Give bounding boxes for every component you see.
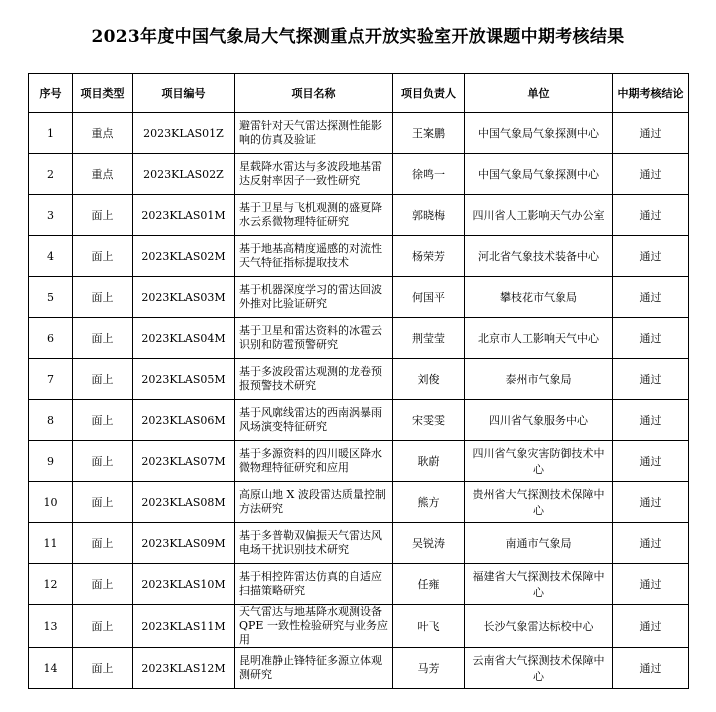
cell-leader: 王案鹏 — [393, 113, 465, 154]
cell-unit: 中国气象局气象探测中心 — [465, 154, 613, 195]
cell-code: 2023KLAS04M — [133, 318, 235, 359]
results-table — [28, 73, 689, 689]
table-row — [29, 277, 689, 318]
cell-code: 2023KLAS02Z — [133, 154, 235, 195]
cell-no: 12 — [29, 564, 73, 605]
cell-no: 5 — [29, 277, 73, 318]
header-name: 项目名称 — [235, 74, 393, 113]
cell-type: 面上 — [73, 605, 133, 648]
table-row — [29, 523, 689, 564]
cell-no: 10 — [29, 482, 73, 523]
header-code: 项目编号 — [133, 74, 235, 113]
cell-no: 1 — [29, 113, 73, 154]
cell-code: 2023KLAS12M — [133, 648, 235, 689]
cell-leader: 吴锐涛 — [393, 523, 465, 564]
cell-type: 面上 — [73, 236, 133, 277]
cell-type: 重点 — [73, 113, 133, 154]
header-unit: 单位 — [465, 74, 613, 113]
cell-unit: 攀枝花市气象局 — [465, 277, 613, 318]
cell-unit: 泰州市气象局 — [465, 359, 613, 400]
cell-name: 天气雷达与地基降水观测设备 QPE 一致性检验研究与业务应用 — [235, 605, 393, 648]
cell-unit: 贵州省大气探测技术保障中心 — [465, 482, 613, 523]
cell-type: 面上 — [73, 441, 133, 482]
cell-leader: 郭晓梅 — [393, 195, 465, 236]
cell-type: 面上 — [73, 277, 133, 318]
header-no: 序号 — [29, 74, 73, 113]
cell-result: 通过 — [613, 359, 689, 400]
header-result: 中期考核结论 — [613, 74, 689, 113]
cell-result: 通过 — [613, 648, 689, 689]
table-row — [29, 400, 689, 441]
cell-result: 通过 — [613, 113, 689, 154]
cell-code: 2023KLAS01M — [133, 195, 235, 236]
cell-leader: 杨荣芳 — [393, 236, 465, 277]
table-row — [29, 359, 689, 400]
cell-name: 基于多波段雷达观测的龙卷预报预警技术研究 — [235, 359, 393, 400]
cell-code: 2023KLAS11M — [133, 605, 235, 648]
table-row — [29, 605, 689, 648]
cell-result: 通过 — [613, 154, 689, 195]
cell-result: 通过 — [613, 195, 689, 236]
cell-code: 2023KLAS05M — [133, 359, 235, 400]
table-row — [29, 236, 689, 277]
cell-code: 2023KLAS03M — [133, 277, 235, 318]
cell-unit: 河北省气象技术装备中心 — [465, 236, 613, 277]
cell-leader: 宋雯雯 — [393, 400, 465, 441]
cell-code: 2023KLAS08M — [133, 482, 235, 523]
cell-no: 2 — [29, 154, 73, 195]
header-leader: 项目负责人 — [393, 74, 465, 113]
cell-result: 通过 — [613, 482, 689, 523]
cell-unit: 云南省大气探测技术保障中心 — [465, 648, 613, 689]
cell-unit: 中国气象局气象探测中心 — [465, 113, 613, 154]
cell-name: 基于卫星和雷达资料的冰雹云识别和防雹预警研究 — [235, 318, 393, 359]
cell-name: 基于地基高精度遥感的对流性天气特征指标提取技术 — [235, 236, 393, 277]
table-row — [29, 564, 689, 605]
cell-result: 通过 — [613, 523, 689, 564]
cell-unit: 福建省大气探测技术保障中心 — [465, 564, 613, 605]
cell-leader: 熊方 — [393, 482, 465, 523]
table-row — [29, 318, 689, 359]
table-row — [29, 482, 689, 523]
header-type: 项目类型 — [73, 74, 133, 113]
cell-leader: 马芳 — [393, 648, 465, 689]
cell-code: 2023KLAS10M — [133, 564, 235, 605]
cell-type: 面上 — [73, 400, 133, 441]
cell-type: 重点 — [73, 154, 133, 195]
cell-result: 通过 — [613, 318, 689, 359]
cell-name: 星载降水雷达与多波段地基雷达反射率因子一致性研究 — [235, 154, 393, 195]
cell-unit: 四川省气象灾害防御技术中心 — [465, 441, 613, 482]
cell-name: 基于机器深度学习的雷达回波外推对比验证研究 — [235, 277, 393, 318]
cell-name: 基于多源资料的四川暖区降水微物理特征研究和应用 — [235, 441, 393, 482]
cell-leader: 刘俊 — [393, 359, 465, 400]
cell-type: 面上 — [73, 564, 133, 605]
cell-code: 2023KLAS01Z — [133, 113, 235, 154]
cell-no: 14 — [29, 648, 73, 689]
document-title: 2023年度中国气象局大气探测重点开放实验室开放课题中期考核结果 — [91, 27, 625, 47]
cell-type: 面上 — [73, 318, 133, 359]
cell-unit: 长沙气象雷达标校中心 — [465, 605, 613, 648]
cell-result: 通过 — [613, 564, 689, 605]
cell-unit: 四川省气象服务中心 — [465, 400, 613, 441]
table-row — [29, 648, 689, 689]
cell-type: 面上 — [73, 648, 133, 689]
cell-type: 面上 — [73, 523, 133, 564]
cell-type: 面上 — [73, 359, 133, 400]
cell-name: 基于风廓线雷达的西南涡暴雨风场演变特征研究 — [235, 400, 393, 441]
cell-code: 2023KLAS07M — [133, 441, 235, 482]
cell-leader: 徐鸣一 — [393, 154, 465, 195]
cell-leader: 叶飞 — [393, 605, 465, 648]
cell-no: 8 — [29, 400, 73, 441]
cell-name: 高原山地 X 波段雷达质量控制方法研究 — [235, 482, 393, 523]
cell-no: 3 — [29, 195, 73, 236]
cell-no: 13 — [29, 605, 73, 648]
table-row — [29, 113, 689, 154]
cell-leader: 何国平 — [393, 277, 465, 318]
cell-type: 面上 — [73, 482, 133, 523]
cell-unit: 四川省人工影响天气办公室 — [465, 195, 613, 236]
cell-name: 基于相控阵雷达仿真的自适应扫描策略研究 — [235, 564, 393, 605]
cell-result: 通过 — [613, 277, 689, 318]
cell-name: 昆明准静止锋特征多源立体观测研究 — [235, 648, 393, 689]
cell-code: 2023KLAS06M — [133, 400, 235, 441]
cell-code: 2023KLAS02M — [133, 236, 235, 277]
table-row — [29, 441, 689, 482]
cell-code: 2023KLAS09M — [133, 523, 235, 564]
cell-no: 6 — [29, 318, 73, 359]
cell-name: 基于多普勒双偏振天气雷达风电场干扰识别技术研究 — [235, 523, 393, 564]
cell-leader: 荆莹莹 — [393, 318, 465, 359]
cell-no: 11 — [29, 523, 73, 564]
cell-leader: 任雍 — [393, 564, 465, 605]
cell-result: 通过 — [613, 236, 689, 277]
cell-no: 9 — [29, 441, 73, 482]
cell-name: 基于卫星与飞机观测的盛夏降水云系微物理特征研究 — [235, 195, 393, 236]
cell-no: 7 — [29, 359, 73, 400]
cell-name: 避雷针对天气雷达探测性能影响的仿真及验证 — [235, 113, 393, 154]
cell-result: 通过 — [613, 605, 689, 648]
cell-result: 通过 — [613, 400, 689, 441]
header-row — [29, 74, 689, 113]
cell-no: 4 — [29, 236, 73, 277]
table-row — [29, 195, 689, 236]
cell-leader: 耿蔚 — [393, 441, 465, 482]
table-row — [29, 154, 689, 195]
cell-type: 面上 — [73, 195, 133, 236]
cell-result: 通过 — [613, 441, 689, 482]
cell-unit: 南通市气象局 — [465, 523, 613, 564]
cell-unit: 北京市人工影响天气中心 — [465, 318, 613, 359]
